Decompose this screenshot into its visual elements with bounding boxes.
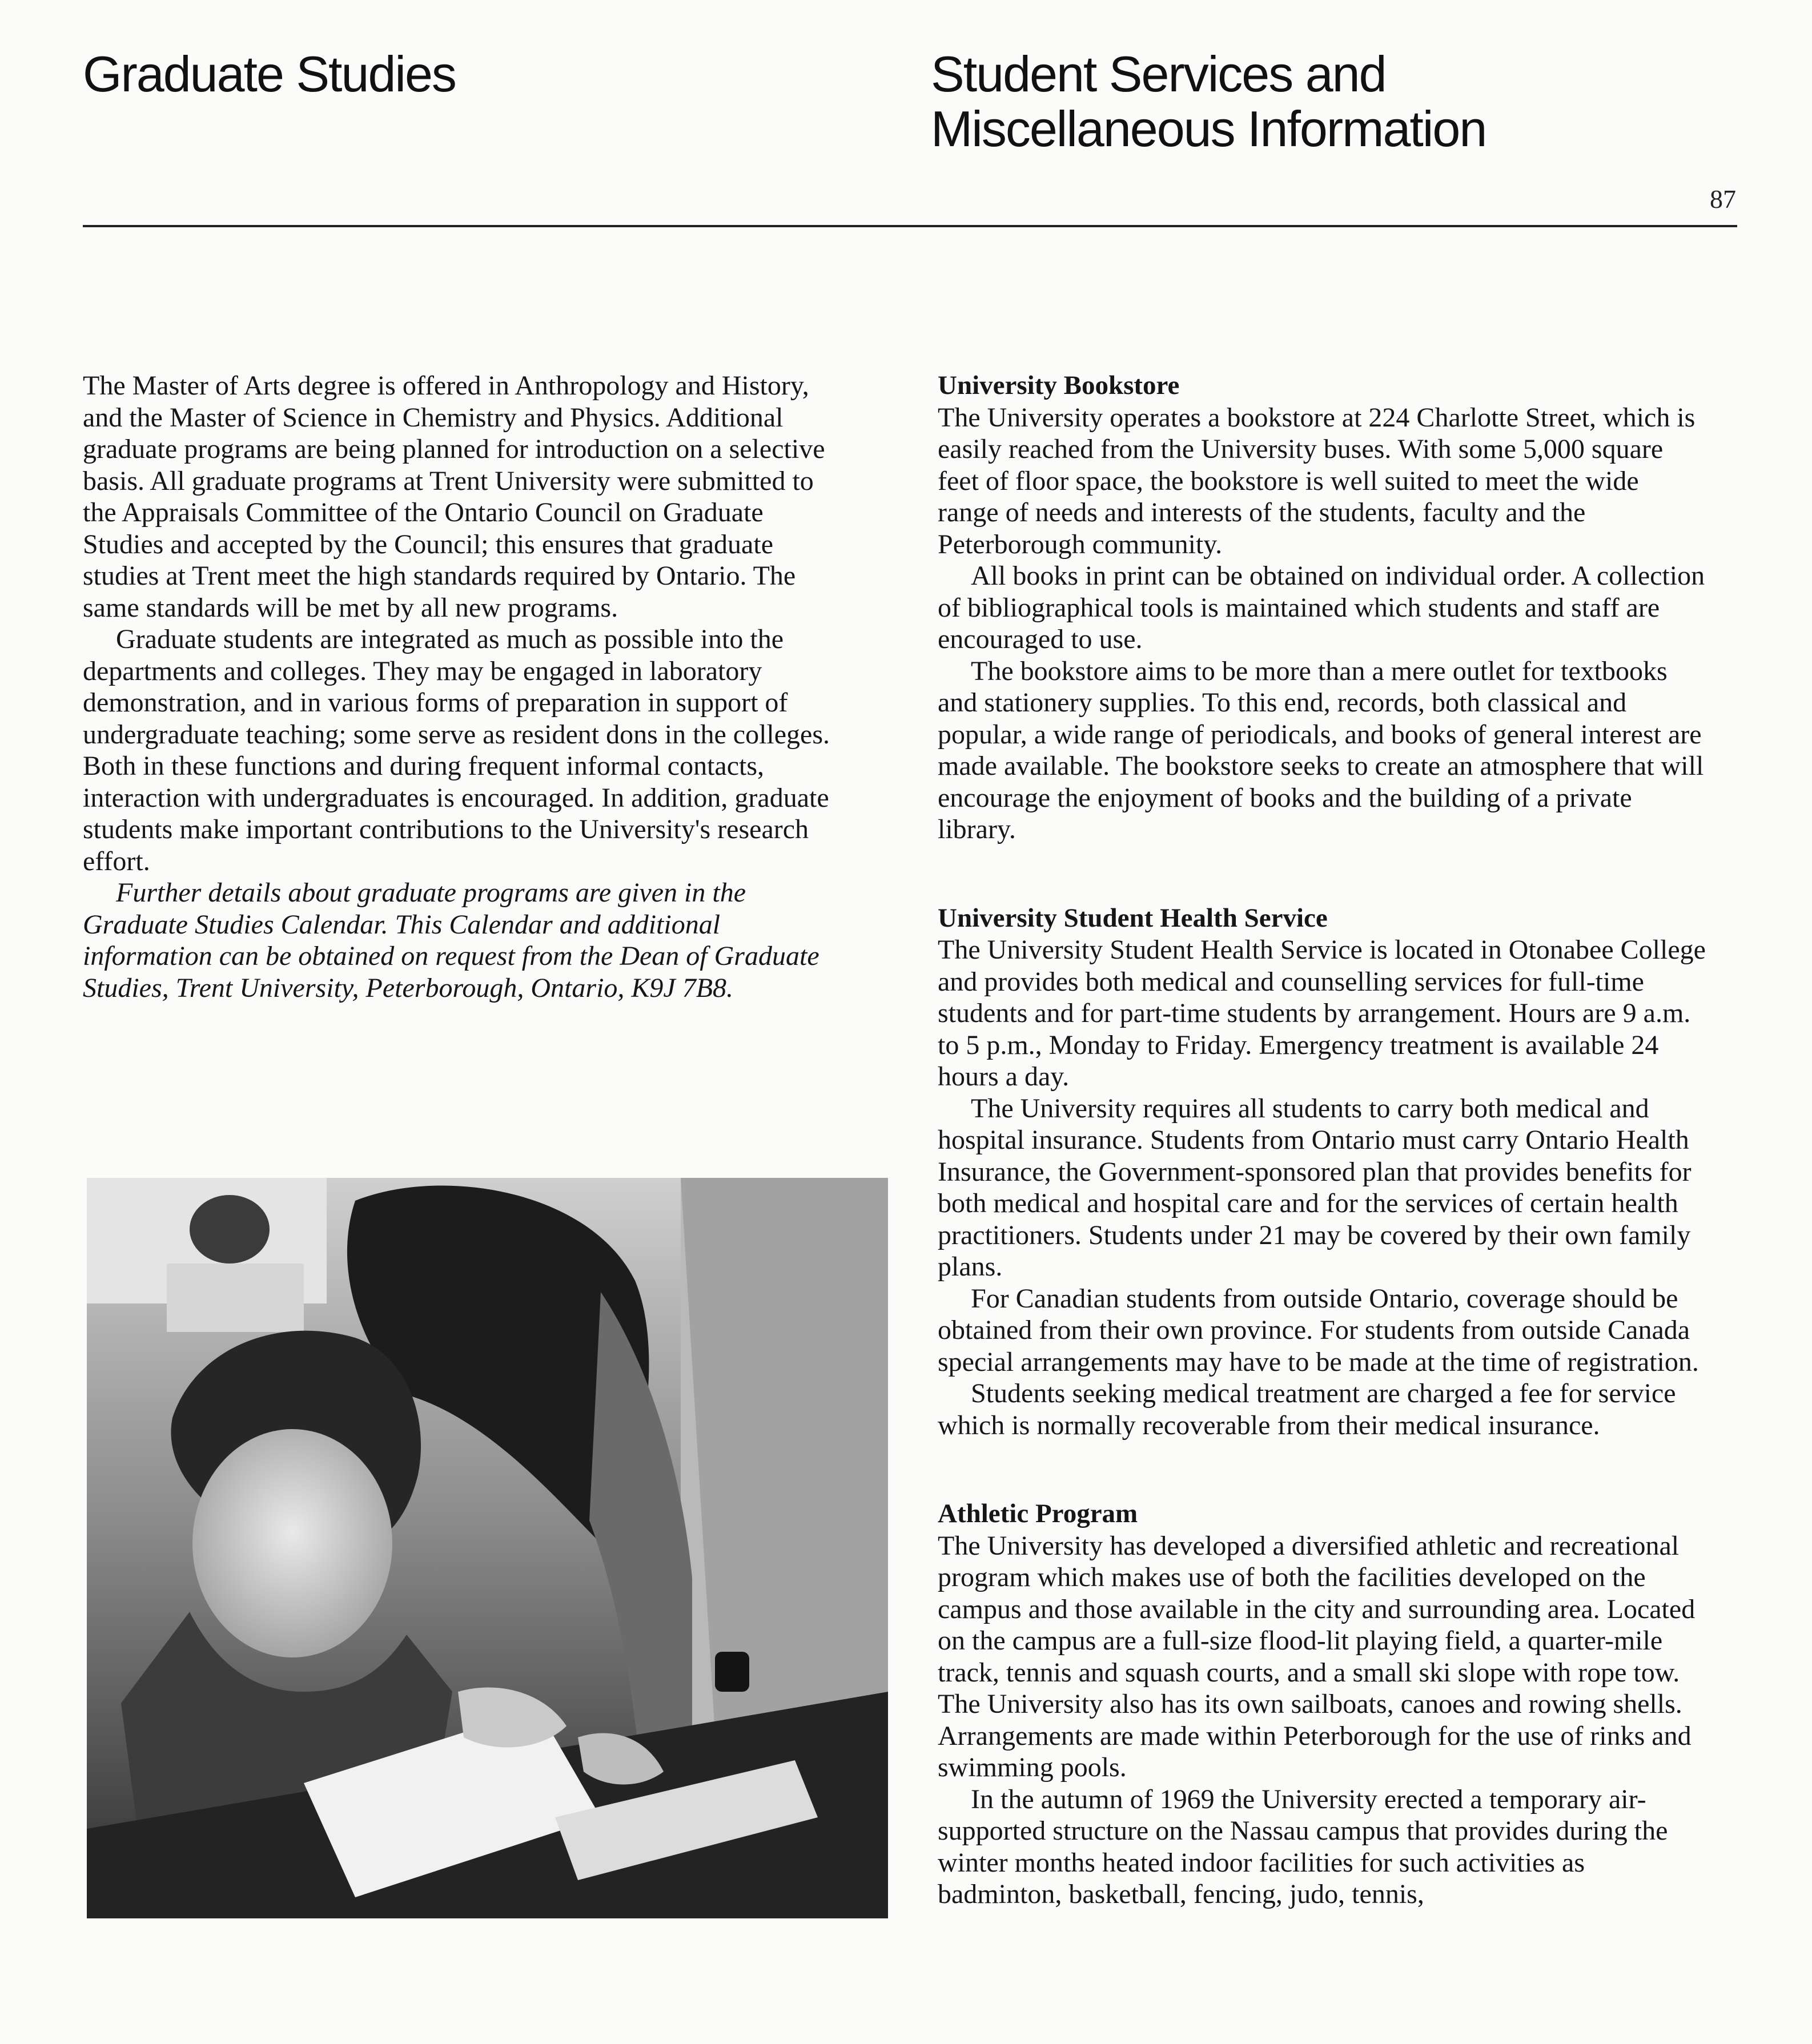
header-rule bbox=[83, 225, 1737, 227]
bookstore-paragraph: The bookstore aims to be more than a mere outlet for textbooks and stationery supplies. To this end, records, both classical and popular, a wide range of periodicals, and books of general interest are made available. The bookstore seeks to create an atmosphere that will encourage the enjoyment of books and the building of a private library. bbox=[938, 655, 1704, 844]
graduate-studies-column bbox=[83, 370, 842, 1004]
graduate-paragraph: The Master of Arts degree is offered in Anthropology and History, and the Master of Science in Chemistry and Physics. Additional graduate programs are being planned for introduction on a selective basis. All graduate programs at Trent University were submitted to the Appraisals Committee of the Ontario Council on Graduate Studies and accepted by the Council; this ensures that graduate studies at Trent meet the high standards required by Ontario. The same standards will be met by all new programs. bbox=[83, 371, 825, 623]
title-line-2: Miscellaneous Information bbox=[931, 100, 1486, 157]
photo-illustration bbox=[87, 1178, 888, 1918]
health-paragraph: For Canadian students from outside Ontario, coverage should be obtained from their own province. For students from outside Canada special arrangements may have to be made at the time of registration. bbox=[938, 1283, 1699, 1377]
section-title-health: University Student Health Service bbox=[938, 903, 1328, 933]
athletic-paragraph: The University has developed a diversified athletic and recreational program which makes use of both the facilities developed on the campus and those available in the city and surrounding area. Located on the campus are a full-size flood-lit playing field, a quarter-mile track, tennis and squash courts, and a small ski slope with rope tow. The University also has its own sailboats, canoes and rowing shells. Arrangements are made within Peterborough for the use of rinks and swimming pools. bbox=[938, 1530, 1696, 1783]
page-number: 87 bbox=[1710, 184, 1736, 214]
bookstore-paragraph: The University operates a bookstore at 224 Charlotte Street, which is easily reached from the University buses. With some 5,000 square feet of floor space, the bookstore is well suited to meet the wide range of needs and interests of the students, faculty and the Peterborough community. bbox=[938, 402, 1696, 560]
section-title-bookstore: University Bookstore bbox=[938, 371, 1180, 400]
students-photo bbox=[87, 1178, 888, 1918]
health-paragraph: The University Student Health Service is located in Otonabee College and provides both medical and counselling services for full-time students and for part-time students by arrangement. Hours are 9 a.m. to 5 p.m., Monday to Friday. Emergency treatment is available 24 hours a day. bbox=[938, 935, 1706, 1092]
health-paragraph: The University requires all students to carry both medical and hospital insurance. Students from Ontario must carry Ontario Health Insurance, the Government-sponsored plan that provides benefits for both medical and hospital care and for the services of certain health practitioners. Students under 21 may be covered by their own family plans. bbox=[938, 1093, 1692, 1282]
section-title-athletic: Athletic Program bbox=[938, 1499, 1138, 1528]
athletic-program-section bbox=[938, 1498, 1706, 1910]
student-services-column bbox=[938, 370, 1706, 1910]
bookstore-section bbox=[938, 370, 1706, 846]
health-service-section bbox=[938, 903, 1706, 1442]
health-paragraph: Students seeking medical treatment are charged a fee for service which is normally recoverable from their medical insurance. bbox=[938, 1378, 1676, 1441]
graduate-paragraph: Graduate students are integrated as much as possible into the departments and colleges. They may be engaged in laboratory demonstration, and in various forms of preparation in support of undergraduate teaching; some serve as resident dons in the colleges. Both in these functions and during frequent informal contacts, interaction with undergraduates is encouraged. In addition, graduate students make important contributions to the University's research effort. bbox=[83, 624, 830, 876]
page-title-graduate-studies: Graduate Studies bbox=[83, 46, 456, 102]
graduate-calendar-note: Further details about graduate programs are given in the Graduate Studies Calendar. This Calendar and additional information can be obtained on request from the Dean of Graduate Studies, Trent University, Peterborough, Ontario, K9J 7B8. bbox=[83, 878, 819, 1003]
athletic-paragraph: In the autumn of 1969 the University erected a temporary air-supported structure on the Nassau campus that provides during the winter months heated indoor facilities for such activities as badminton, basketball, fencing, judo, tennis, bbox=[938, 1784, 1668, 1909]
page-title-student-services bbox=[931, 47, 1759, 156]
bookstore-paragraph: All books in print can be obtained on individual order. A collection of bibliographical tools is maintained which students and staff are encouraged to use. bbox=[938, 561, 1705, 654]
title-line-1: Student Services and bbox=[931, 46, 1386, 102]
